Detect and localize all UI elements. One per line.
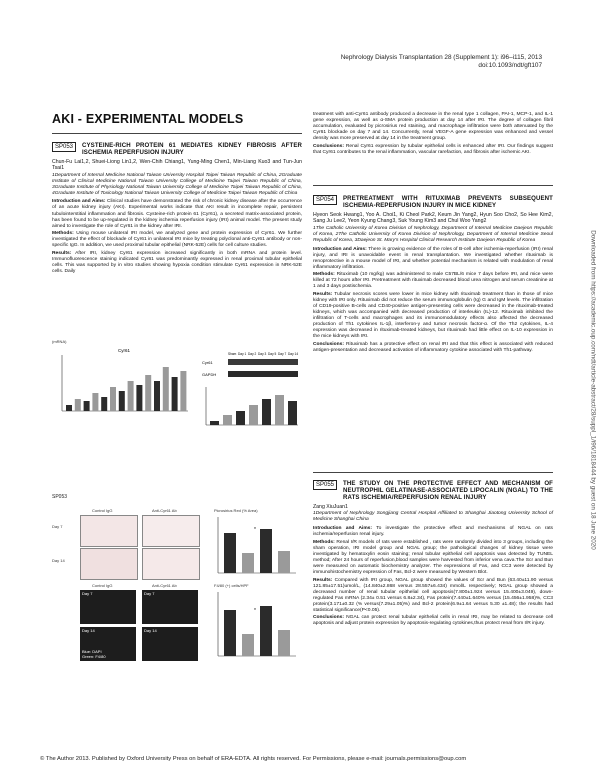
abstract-sp055: [313, 480, 553, 629]
picrosirius-bar-chart: [212, 515, 300, 578]
abstract-code: SP053: [52, 142, 76, 152]
panel-a-bar: [75, 399, 81, 411]
row-day7: Day 7: [52, 524, 63, 529]
abstract-affil-sp055: 1Department of Nephrology Songjiang Central Hospital Affiliated to Shanghai Jiaotong University School of Medicine Shanghai China: [313, 511, 553, 523]
stat-mark-d: *: [254, 608, 256, 614]
panel-a-bar: [92, 393, 98, 411]
micrograph-ab-d14: [142, 548, 200, 580]
journal-citation: Nephrology Dialysis Transplantation 28 (Supplement 1): i96–i115, 2013: [340, 54, 542, 61]
col-control-igg: Control IgG: [92, 508, 113, 513]
panel-a-title: Cyr61: [118, 348, 131, 353]
cyr61-mrna-chart: [52, 345, 192, 429]
results-label-sp055: Results:: [313, 577, 333, 583]
panel-a-bar: [66, 405, 72, 411]
doi: doi:10.1093/ndt/gft107: [478, 62, 542, 69]
f480-panel: [52, 583, 302, 663]
f480-bar-chart: [212, 590, 300, 661]
panel-b-bar: [275, 395, 284, 425]
panel-c-bar: [278, 551, 290, 573]
picrosirius-panel: [52, 508, 302, 580]
wb-label-cyr61: Cyr61: [202, 360, 213, 365]
figure-sp053-top: [52, 339, 302, 489]
panel-d-bar: [242, 634, 254, 656]
abstract-affiliations: 1Department of Internal Medicine National Taiwan University Hospital Taipei Taiwan Republic of China, 2Graduate Institute of Clinical Medicine National Taiwan University College of Medicine Taipei Taiwan Republic of China, 3Graduate Institute of Physiology National Taiwan University College of Medicine Taipei Taiwan Republic of China, 4Graduate Institute of Toxicology National Taiwan University College of Medicine Taipei Taiwan Republic of China: [52, 172, 302, 196]
panel-d-bar: [224, 610, 236, 656]
micrograph-ab-d7: [142, 515, 200, 547]
methods-label: Methods:: [52, 231, 74, 237]
fluor-label-d7-b: Day 7: [144, 591, 155, 596]
stat-mark-c: *: [254, 527, 256, 533]
panel-a-bar: [136, 385, 142, 411]
wb-lane-label: Day 1: [238, 352, 247, 356]
sp053-results-cont: treatment with anti-Cyr61 antibody produced a decrease in the renal type 1 collagen, PAI-1, MCP-1, and IL-1 gene expression, as well as α-SMA protein production at day 14 after IRI. The degree of collagen fibril accumulation, evaluated by picrosirius red staining, and macrophage infiltration were both attenuated by the Cyr61 blockade on day 7 and 14. Concurrently, renal VEGF-A gene expression was enhanced and vessel density was more preserved at day 14 in the treatment group.: [313, 112, 553, 142]
panel-a-bar: [145, 375, 151, 411]
results-text-sp054: Tubular necrosis scores were lower in mice kidney with rituximab treatment than in those of mice kidney with IRI only. Rituximab did not reduce the serum immunoglobulin (Ig) G and IgM levels. The infiltration of CD19-positive B-cells and CD40-positive antigen-presenting cells were decreased in the rituximab-treated kidneys, which was accompanied with decreased production of interleukin (IL)-12. Rituximab inhibited the infiltration of T-cells and macrophages and its immunomodulatory effects also affected the decreased production of Th1 cytokines IL-1β, interferon-γ and tumor necrosis factor-α. Of the Th2 cytokines, IL-4 expression was decreased in rituximab-treated kidneys, but rituximab had little effect on IL-10 expression in the mice kidneys with IRI.: [313, 291, 553, 340]
sp055-intro: [313, 526, 553, 538]
sp054-conclusions: [313, 342, 553, 354]
sp055-conclusions: [313, 615, 553, 627]
col-control-igg-2: Control IgG: [92, 583, 113, 588]
col-f480: F4/80 (+) cells/HPF: [214, 583, 249, 588]
sp054-intro: [313, 247, 553, 271]
figure-label-sp053: SP053: [52, 494, 68, 500]
wb-lane-label: Sham: [228, 352, 237, 356]
wb-lane-label: Day 2: [248, 352, 257, 356]
intro-label-sp055: Introduction and Aims:: [313, 526, 373, 532]
abstract-code-sp055: SP055: [313, 480, 337, 490]
abstract-title-sp055: THE STUDY ON THE PROTECTIVE EFFECT AND MECHANISM OF NEUTROPHIL GELATINASE-ASSOCIATED LIPOCALIN (NGAL) TO THE RATS ISCHEMIA/REPERFUSION RENAL INJURY: [343, 480, 553, 501]
fluor-ab-d7: [142, 590, 198, 624]
section-title: AKI - EXPERIMENTAL MODELS: [52, 112, 244, 126]
concl-label-sp054: Conclusions:: [313, 341, 344, 347]
gapdh-band-row: [228, 371, 298, 377]
sp053-conclusions: [313, 144, 553, 156]
abstract-title: CYSTEINE-RICH PROTEIN 61 MEDIATES KIDNEY FIBROSIS AFTER ISCHEMIA REPERFUSION INJURY: [82, 142, 302, 156]
intro-text-sp055: To investigate the protective effect and mechanisms of NGAL on rats ischemia/reperfusion renal injury.: [313, 526, 553, 538]
panel-c-bar: [260, 529, 272, 573]
panel-b-bar: [236, 411, 245, 425]
download-note: [587, 150, 599, 630]
fluor-label-d7: Day 7: [82, 591, 93, 596]
abstract-authors-sp055: Zang XiuJuan1: [313, 504, 348, 510]
fluor-label-d14: Day 14: [82, 628, 95, 633]
concl-label-sp055: Conclusions:: [313, 615, 344, 621]
legend-dapi: Blue: DAPI: [82, 649, 102, 654]
intro-text: Clinical studies have demonstrated the risk of chronic kidney disease after the occurrence of an acute kidney injury (AKI). Experimental works indicate that AKI result in incomplete repair, persistent tubulointerstitial inflammation and fibrosis. Cysteine-rich protein 61 (Cyr61), a secreted matrix-associated protein, has been found to be up-regulated in the kidney ischemia reperfusion injury (IRI) animal model. The present study aimed to investigate the role of Cyr61 in the kidney after IRI.: [52, 199, 302, 229]
concl-text: Renal Cyr61 expression by tubular epithelial cells is enhanced after IRI. Our findings suggest that Cyr61 contributes to the renal inflammation, vascular rarefaction, and fibrosis after ischemic AKI.: [313, 143, 553, 155]
methods-text-sp054: Rituximab (10 mg/kg) was administered to male C57BL/6 mice 7 days before IRI, and mice were killed at 72 hours after IRI. Pretreatment with rituximab decreased blood urea nitrogen and serum creatinine at 1 and 3 days postischemia.: [313, 272, 553, 290]
panel-d-bar: [260, 606, 272, 656]
panel-a-bar: [128, 381, 134, 411]
concl-text-sp054: Rituximab has a protective effect on renal IRI and that this effect is associated with reduced antigen-presentation and decreased activation of inflammatory cytokine associated with Th1-pathway.: [313, 341, 553, 353]
abstract-intro: [52, 199, 302, 229]
sp053-continuation: [313, 112, 553, 157]
panel-b-bar: [288, 401, 297, 425]
abstract-code-sp054: SP054: [313, 195, 337, 205]
panel-d-bar: [278, 630, 290, 656]
abstract-header-sp054: [313, 195, 553, 209]
intro-label: Introduction and Aims:: [52, 199, 106, 205]
abstract-authors-sp054: Hyeon Seok Hwang1, Yoo A. Choi1, Ki Cheol Park2, Keum Jin Yang2, Hyun Soo Cho2, So Hee Kim2, Sang Ju Lee2, Yeon Kyung Chang3, Suk Young Kim3 and Chul Woo Yang2: [313, 212, 553, 225]
panel-b-bar: [210, 421, 219, 425]
abstract-title-sp054: PRETREATMENT WITH RITUXIMAB PREVENTS SUBSEQUENT ISCHEMIA-REPERFUSION INJURY IN MICE KIDNEY: [343, 195, 553, 209]
cyr61-band-row: [228, 359, 298, 365]
abstract-header-sp055: [313, 480, 553, 501]
abstract-methods: [52, 231, 302, 249]
wb-lane-label: Day 7: [278, 352, 287, 356]
fluor-ab-d14: [142, 627, 198, 661]
panel-b-bar: [249, 405, 258, 425]
panel-b-bar: [223, 415, 232, 425]
fluor-ctrl-d7: [80, 590, 136, 624]
panel-b-bar: [262, 399, 271, 425]
wb-lane-label: Day 14: [288, 352, 299, 356]
abstract-header: [52, 142, 302, 156]
methods-text: Using mouse unilateral IRI model, we analyzed gene and protein expression of Cyr61. We further investigated the effect of blockade of Cyr61 in unilateral IRI mice by treating polyclonal anti-Cyr61 antibody or non-specific IgG. In addition, we used proximal tubular epithelial (NRK-52E) cells for cell culture studies.: [52, 231, 302, 249]
sp054-methods: [313, 272, 553, 290]
panel-c-bar: [224, 533, 236, 573]
wb-label-gapdh: GAPDH: [202, 372, 217, 377]
methods-label-sp055: Methods:: [313, 539, 335, 545]
results-label-sp054: Results:: [313, 291, 333, 297]
intro-label-sp054: Introduction and Aims:: [313, 246, 367, 252]
western-blot-quant-chart: [202, 385, 300, 429]
rule-sp055: [313, 472, 553, 473]
panel-a-ylabel: (mRNA): [52, 339, 67, 344]
col-picrosirius: Picrosirius Red (% Area): [214, 508, 258, 513]
results-label: Results:: [52, 250, 72, 256]
results-text: After IRI, kidney Cyr61 expression increased significantly in both mRNA and protein level. Immunofluorescence staining indicated Cyr61 was predominantly expressed in renal proximal tubular epithelial cells. This was supported by in vitro studies showing hypoxia condition stimulate Cyr61 expression in NRK-52E cells. Daily: [52, 250, 302, 274]
panel-a-bar: [180, 371, 186, 411]
abstract-authors: Chun-Fu Lai1,2, Shuei-Liong Lin1,2, Wen-Chih Chiang1, Yung-Ming Chen1, Min-Liang Kuo3 and Tun-Jun Tsai1: [52, 159, 302, 172]
intro-text-sp054: There is growing evidence of the roles of B-cell after ischemia-reperfusion (IRI) renal injury, and IRI is unavoidable event in renal transplantation. We investigated whether rituximab is renoprotective in a mouse model of IRI, and whether potential mechanism is related with modulation of renal inflammatory infiltration.: [313, 246, 553, 270]
panel-a-bar: [119, 391, 125, 411]
fluor-ctrl-d14: [80, 627, 136, 661]
wb-lane-label: Day 3: [258, 352, 267, 356]
col-anti-cyr61-2: Anti-Cyr61 Ab: [152, 583, 177, 588]
panel-c-bar: [242, 553, 254, 573]
panel-a-bar: [101, 397, 107, 411]
wb-lane-label: Day 5: [268, 352, 277, 356]
western-blot-panel: [202, 347, 300, 383]
concl-label: Conclusions:: [313, 143, 344, 149]
sp055-methods: [313, 540, 553, 576]
row-day14: Day 14: [52, 558, 65, 563]
abstract-sp053: [52, 142, 302, 277]
copyright-footer: © The Author 2013. Published by Oxford University Press on behalf of ERA-EDTA. All rights reserved. For Permissions, please e-mail: journals.permissions@oup.com: [40, 756, 467, 762]
methods-label-sp054: Methods:: [313, 272, 335, 278]
panel-a-bar: [110, 387, 116, 411]
sp054-results: [313, 292, 553, 340]
methods-text-sp055: Renal I/R models of rats were established , rats were randomly divided into 3 groups, including the sham operation, IRI model group and NGAL group; the pathological changes of kidney tissue were investigated by hematoxylin eosin staining; renal tubular epithelial cell apoptosis was detected by TUNEL method; After 24 hours of reperfusion,blood samples were harvested from inferior vena cava.The Scr and Bun were measured on automatic biochemistry analyzer. The expressions of Fas, and CC3 were detected by immunohistochemistry expression of Fas, Bcl-2 were measured by Western Blot.: [313, 539, 553, 576]
concl-text-sp055: NGAL can protect renal tubular epithelial cells in renal IRI, may be related to decrease cell apoptosis and adjust protein expression by apoptosis-regulating cytokines,thus protect renal from I/R injury.: [313, 615, 553, 627]
panel-a-bar: [84, 401, 90, 411]
col-anti-cyr61: Anti-Cyr61 Ab: [152, 508, 177, 513]
download-note-text: Downloaded from https://academic.oup.com/ndt/article-abstract/28/suppl_1/i96/1818444 by guest on 18 June 2020: [589, 230, 597, 550]
sp055-results: [313, 578, 553, 614]
fluor-label-d14-b: Day 14: [144, 628, 157, 633]
legend-f480: Green: F4/80: [82, 654, 106, 659]
panel-a-bar: [172, 377, 178, 411]
panel-a-bar: [154, 381, 160, 411]
abstract-sp054: [313, 195, 553, 355]
rule-sp054: [313, 185, 553, 186]
micrograph-ctrl-d14: [80, 548, 138, 580]
abstract-affil-sp054: 1The Catholic University of Korea Division of Nephrology, Department of Internal Medicine Daejeon Republic of Korea, 2The Catholic University of Korea Division of Nephrology, Department of Internal Medicine Seoul Republic of Korea, 3Daejeon St. Mary's Hospital Clinical Research Institute Daejeon Republic of Korea: [313, 225, 553, 243]
micrograph-ctrl-d7: [80, 515, 138, 547]
panel-a-bar: [163, 367, 169, 411]
abstract-results: [52, 251, 302, 275]
journal-header: [341, 54, 542, 70]
results-text-sp055: Compared with IRI group, NGAL group showed the values of Scr and Bun (63.40±11.90 versus 121.85±17.51)umol/L, (14.840±2.868 versus 28.557±6.434) mmol/L respectively; NGAL group showed a decreased number of renal tubular epithelial cell apoptosis(7.800±1.924 versus 15.400±3.049), down-regulated Fas mRNA (2.34± 0.51 versus 6.8±2.34), Fas protein(7.440±1.640% versus (15.456±1.958)%, CC3 protein(3.171±0.32 (% versus(7.29±1.05)%) and Bcl-2 protein(6.9±1.64 versus 5.30 ±1.48); the results had statistical significance(P<0.05).: [313, 577, 553, 613]
